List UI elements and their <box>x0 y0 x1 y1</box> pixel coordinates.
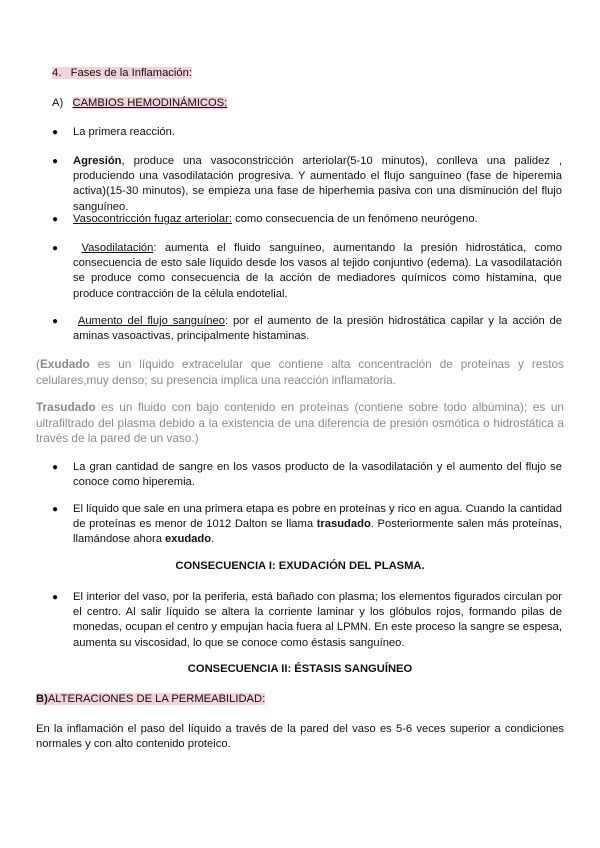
note-text: es un fluido con bajo contenido en proteínas (contiene sobre todo albúmina); es un ultrafiltrado del plasma debido a la existencia de una diferencia de presión osmótica o hidrostática a través de la pared de un vaso.) <box>36 400 564 446</box>
list-item <box>52 314 562 344</box>
bullet-text: La gran cantidad de sangre en los vasos producto de la vasodilatación y el aumento del flujo se conoce como hiperemia. <box>73 461 562 489</box>
section-b-title: ALTERACIONES DE LA PERMEABILIDAD: <box>47 693 266 705</box>
term-vasocontriccion: Vasocontricción fugaz arteriolar: <box>73 213 232 225</box>
bullet-icon: ● <box>52 462 59 473</box>
bullet-text: El interior del vaso, por la periferia, está bañado con plasma; los elementos figurados circulan por el centro. Al salir líquido se altera la corriente laminar y los glóbulos rojos, formando pilas de monedas, ocupan el centro y empujan hacia fuera al LPMN. En este proceso la sangre se espesa, aumenta su viscosidad, lo que se conoce como éstasis sanguíneo. <box>73 591 562 649</box>
term-agresion: Agresión <box>73 155 122 167</box>
term-aumento-flujo: Aumento del flujo sanguíneo <box>77 315 225 327</box>
note-trasudado <box>36 400 564 447</box>
section-a-title: CAMBIOS HEMODINÁMICOS: <box>72 97 228 109</box>
term-exudado-bold: exudado <box>165 533 212 546</box>
section-a-letter: A) <box>52 97 64 109</box>
consequence-1-heading: CONSECUENCIA I: EXUDACIÓN DEL PLASMA. <box>175 560 425 572</box>
list-item <box>52 460 562 490</box>
final-paragraph: En la inflamación el paso del líquido a través de la pared del vaso es 5-6 veces superior a condiciones normales y con alto contenido proteico. <box>36 723 564 751</box>
term-exudado: Exudado <box>39 357 90 371</box>
section-b-heading <box>36 692 265 707</box>
bullet-icon: ● <box>52 592 59 603</box>
section-4-title: Fases de la Inflamación: <box>70 67 192 79</box>
bullet-icon: ● <box>52 504 59 515</box>
section-4-number: 4. <box>52 67 62 79</box>
bullet-icon: ● <box>52 127 59 138</box>
list-item <box>52 125 562 140</box>
section-4-heading <box>52 66 192 81</box>
consequence-2-heading: CONSECUENCIA II: ÉSTASIS SANGUÍNEO <box>187 663 413 675</box>
list-item <box>52 590 562 651</box>
term-vasodilatacion: Vasodilatación <box>81 242 154 254</box>
bullet-icon: ● <box>52 156 59 167</box>
bullet-icon: ● <box>52 316 59 327</box>
bullet-text: : por el aumento de la presión hidrostática capilar y la acción de aminas vasoactivas, principalmente histaminas. <box>73 315 563 343</box>
bullet-text: como consecuencia de un fenómeno neurógeno. <box>231 213 478 225</box>
list-item <box>52 212 562 227</box>
term-trasudado-bold: trasudado <box>316 518 371 531</box>
list-item <box>52 241 562 302</box>
bullet-text: La primera reacción. <box>73 126 175 138</box>
term-trasudado: Trasudado <box>36 400 96 414</box>
list-item: ● El líquido que sale en una primera etapa es pobre en proteínas y rico en agua. Cuando la cantidad de proteínas es menor de 1012 Dalton se llama trasudado. Posteriormente salen más proteínas, llamándose ahora exudado. <box>52 503 563 546</box>
bullet-icon: ● <box>52 243 59 254</box>
section-b-letter: B) <box>36 693 48 705</box>
bullet-icon: ● <box>52 214 59 225</box>
list-item <box>52 154 562 215</box>
note-text: es un líquido extracelular que contiene alta concentración de proteínas y restos celulares,muy denso; su presencia implica una reacción inflamatoria. <box>36 357 564 387</box>
section-a-heading <box>52 96 227 111</box>
bullet-text: , produce una vasoconstricción arteriolar(5-10 minutos), conlleva una palidez , produciendo una vasodilatación progresiva. Y aumentado el flujo sanguíneo (fase de hiperemia activa)(15-30 minutos), se empieza una fase de hiperhemia pasiva con una disminución del flujo sanguíneo. <box>73 155 562 213</box>
bullet-text: : aumenta el fluido sanguíneo, aumentando la presión hidrostática, como consecuencia de esto sale líquido desde los vasos al tejido conjuntivo (edema). La vasodilatación se produce como consecuencia de la acción de mediadores químicos como histamina, que produce contracción de la célula endotelial. <box>73 242 563 300</box>
note-exudado: (Exudado es un líquido extracelular que contiene alta concentración de proteínas y restos celulares,muy denso; su presencia implica una reacción inflamatoria. <box>36 357 564 387</box>
